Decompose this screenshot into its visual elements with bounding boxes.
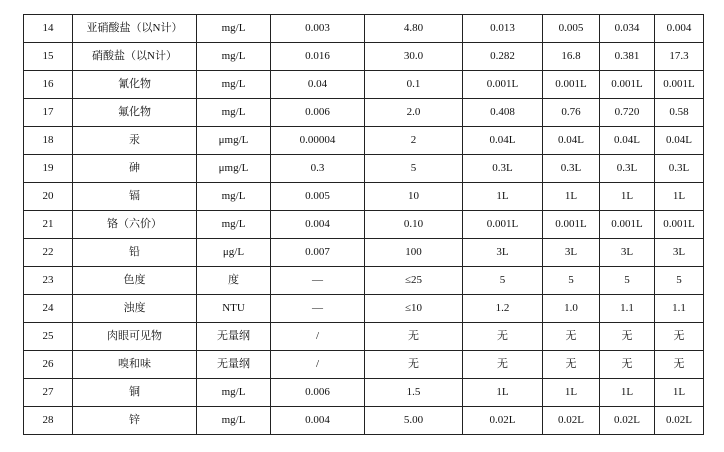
standard-limit-cell: 无 [365, 351, 463, 379]
detection-limit-cell: — [271, 267, 365, 295]
parameter-name-cell: 镉 [73, 183, 197, 211]
sample-4-cell: 3L [655, 239, 704, 267]
sample-4-cell: 无 [655, 351, 704, 379]
unit-cell: 度 [197, 267, 271, 295]
sample-3-cell: 1L [600, 183, 655, 211]
table-row [24, 239, 704, 267]
standard-limit-cell: 2 [365, 127, 463, 155]
sample-1-cell: 0.001L [463, 211, 543, 239]
unit-cell: 无量纲 [197, 351, 271, 379]
sample-1-cell: 0.02L [463, 407, 543, 435]
unit-cell: NTU [197, 295, 271, 323]
sample-3-cell: 5 [600, 267, 655, 295]
sample-4-cell: 0.58 [655, 99, 704, 127]
unit-cell: mg/L [197, 15, 271, 43]
sample-1-cell: 0.001L [463, 71, 543, 99]
detection-limit-cell: / [271, 323, 365, 351]
sample-1-cell: 1L [463, 183, 543, 211]
table-row [24, 379, 704, 407]
standard-limit-cell: 100 [365, 239, 463, 267]
sample-1-cell: 0.282 [463, 43, 543, 71]
parameter-name-cell: 肉眼可见物 [73, 323, 197, 351]
sample-4-cell: 0.001L [655, 71, 704, 99]
table-row [24, 351, 704, 379]
sample-4-cell: 0.004 [655, 15, 704, 43]
row-number-cell: 15 [24, 43, 73, 71]
sample-3-cell: 无 [600, 323, 655, 351]
row-number-cell: 21 [24, 211, 73, 239]
standard-limit-cell: 30.0 [365, 43, 463, 71]
sample-1-cell: 1L [463, 379, 543, 407]
row-number-cell: 23 [24, 267, 73, 295]
sample-1-cell: 无 [463, 351, 543, 379]
table-row [24, 407, 704, 435]
sample-4-cell: 0.02L [655, 407, 704, 435]
parameter-name-cell: 汞 [73, 127, 197, 155]
standard-limit-cell: 10 [365, 183, 463, 211]
sample-3-cell: 1.1 [600, 295, 655, 323]
sample-3-cell: 0.720 [600, 99, 655, 127]
row-number-cell: 22 [24, 239, 73, 267]
sample-2-cell: 1L [543, 379, 600, 407]
unit-cell: mg/L [197, 99, 271, 127]
sample-4-cell: 1.1 [655, 295, 704, 323]
standard-limit-cell: 无 [365, 323, 463, 351]
sample-3-cell: 0.02L [600, 407, 655, 435]
sample-2-cell: 0.001L [543, 211, 600, 239]
sample-1-cell: 0.04L [463, 127, 543, 155]
sample-3-cell: 0.3L [600, 155, 655, 183]
unit-cell: 无量纲 [197, 323, 271, 351]
unit-cell: μg/L [197, 239, 271, 267]
parameter-name-cell: 浊度 [73, 295, 197, 323]
unit-cell: μmg/L [197, 155, 271, 183]
table-row [24, 323, 704, 351]
sample-2-cell: 1.0 [543, 295, 600, 323]
detection-limit-cell: 0.3 [271, 155, 365, 183]
row-number-cell: 27 [24, 379, 73, 407]
sample-2-cell: 5 [543, 267, 600, 295]
standard-limit-cell: 4.80 [365, 15, 463, 43]
sample-2-cell: 0.76 [543, 99, 600, 127]
row-number-cell: 24 [24, 295, 73, 323]
sample-1-cell: 0.408 [463, 99, 543, 127]
row-number-cell: 19 [24, 155, 73, 183]
sample-1-cell: 无 [463, 323, 543, 351]
detection-limit-cell: 0.004 [271, 407, 365, 435]
table-row [24, 99, 704, 127]
table-row [24, 71, 704, 99]
sample-4-cell: 1L [655, 379, 704, 407]
standard-limit-cell: ≤25 [365, 267, 463, 295]
unit-cell: mg/L [197, 379, 271, 407]
sample-3-cell: 0.001L [600, 71, 655, 99]
unit-cell: mg/L [197, 71, 271, 99]
table-row [24, 155, 704, 183]
table-row [24, 267, 704, 295]
standard-limit-cell: 5.00 [365, 407, 463, 435]
sample-1-cell: 5 [463, 267, 543, 295]
standard-limit-cell: 0.1 [365, 71, 463, 99]
detection-limit-cell: 0.005 [271, 183, 365, 211]
parameter-name-cell: 氰化物 [73, 71, 197, 99]
sample-1-cell: 1.2 [463, 295, 543, 323]
standard-limit-cell: 0.10 [365, 211, 463, 239]
sample-3-cell: 0.381 [600, 43, 655, 71]
row-number-cell: 25 [24, 323, 73, 351]
parameter-name-cell: 色度 [73, 267, 197, 295]
table-row [24, 211, 704, 239]
parameter-name-cell: 锌 [73, 407, 197, 435]
sample-4-cell: 17.3 [655, 43, 704, 71]
sample-3-cell: 0.001L [600, 211, 655, 239]
table-body [24, 15, 704, 435]
table-row [24, 43, 704, 71]
water-quality-table [23, 14, 704, 435]
parameter-name-cell: 嗅和味 [73, 351, 197, 379]
row-number-cell: 14 [24, 15, 73, 43]
detection-limit-cell: 0.003 [271, 15, 365, 43]
standard-limit-cell: 2.0 [365, 99, 463, 127]
unit-cell: mg/L [197, 407, 271, 435]
standard-limit-cell: 1.5 [365, 379, 463, 407]
table-row [24, 15, 704, 43]
sample-2-cell: 3L [543, 239, 600, 267]
detection-limit-cell: 0.006 [271, 99, 365, 127]
unit-cell: mg/L [197, 211, 271, 239]
detection-limit-cell: 0.016 [271, 43, 365, 71]
detection-limit-cell: 0.004 [271, 211, 365, 239]
parameter-name-cell: 铬（六价） [73, 211, 197, 239]
table-row [24, 127, 704, 155]
parameter-name-cell: 砷 [73, 155, 197, 183]
detection-limit-cell: 0.006 [271, 379, 365, 407]
sample-1-cell: 0.3L [463, 155, 543, 183]
parameter-name-cell: 亚硝酸盐（以N计） [73, 15, 197, 43]
parameter-name-cell: 硝酸盐（以N计） [73, 43, 197, 71]
parameter-name-cell: 铅 [73, 239, 197, 267]
standard-limit-cell: 5 [365, 155, 463, 183]
detection-limit-cell: 0.04 [271, 71, 365, 99]
sample-4-cell: 无 [655, 323, 704, 351]
row-number-cell: 18 [24, 127, 73, 155]
standard-limit-cell: ≤10 [365, 295, 463, 323]
row-number-cell: 17 [24, 99, 73, 127]
row-number-cell: 16 [24, 71, 73, 99]
sample-2-cell: 无 [543, 323, 600, 351]
detection-limit-cell: / [271, 351, 365, 379]
sample-2-cell: 16.8 [543, 43, 600, 71]
unit-cell: mg/L [197, 43, 271, 71]
sample-4-cell: 0.001L [655, 211, 704, 239]
parameter-name-cell: 氟化物 [73, 99, 197, 127]
sample-3-cell: 0.04L [600, 127, 655, 155]
detection-limit-cell: 0.007 [271, 239, 365, 267]
detection-limit-cell: 0.00004 [271, 127, 365, 155]
sample-1-cell: 0.013 [463, 15, 543, 43]
sample-1-cell: 3L [463, 239, 543, 267]
sample-2-cell: 无 [543, 351, 600, 379]
row-number-cell: 28 [24, 407, 73, 435]
sample-4-cell: 0.3L [655, 155, 704, 183]
sample-4-cell: 5 [655, 267, 704, 295]
table-row [24, 183, 704, 211]
sample-2-cell: 0.04L [543, 127, 600, 155]
detection-limit-cell: — [271, 295, 365, 323]
sample-2-cell: 1L [543, 183, 600, 211]
sample-4-cell: 1L [655, 183, 704, 211]
table-row [24, 295, 704, 323]
row-number-cell: 20 [24, 183, 73, 211]
sample-3-cell: 0.034 [600, 15, 655, 43]
parameter-name-cell: 铜 [73, 379, 197, 407]
sample-3-cell: 3L [600, 239, 655, 267]
sample-2-cell: 0.02L [543, 407, 600, 435]
sample-2-cell: 0.005 [543, 15, 600, 43]
sample-3-cell: 无 [600, 351, 655, 379]
sample-2-cell: 0.3L [543, 155, 600, 183]
sample-3-cell: 1L [600, 379, 655, 407]
unit-cell: mg/L [197, 183, 271, 211]
sample-2-cell: 0.001L [543, 71, 600, 99]
row-number-cell: 26 [24, 351, 73, 379]
unit-cell: μmg/L [197, 127, 271, 155]
sample-4-cell: 0.04L [655, 127, 704, 155]
